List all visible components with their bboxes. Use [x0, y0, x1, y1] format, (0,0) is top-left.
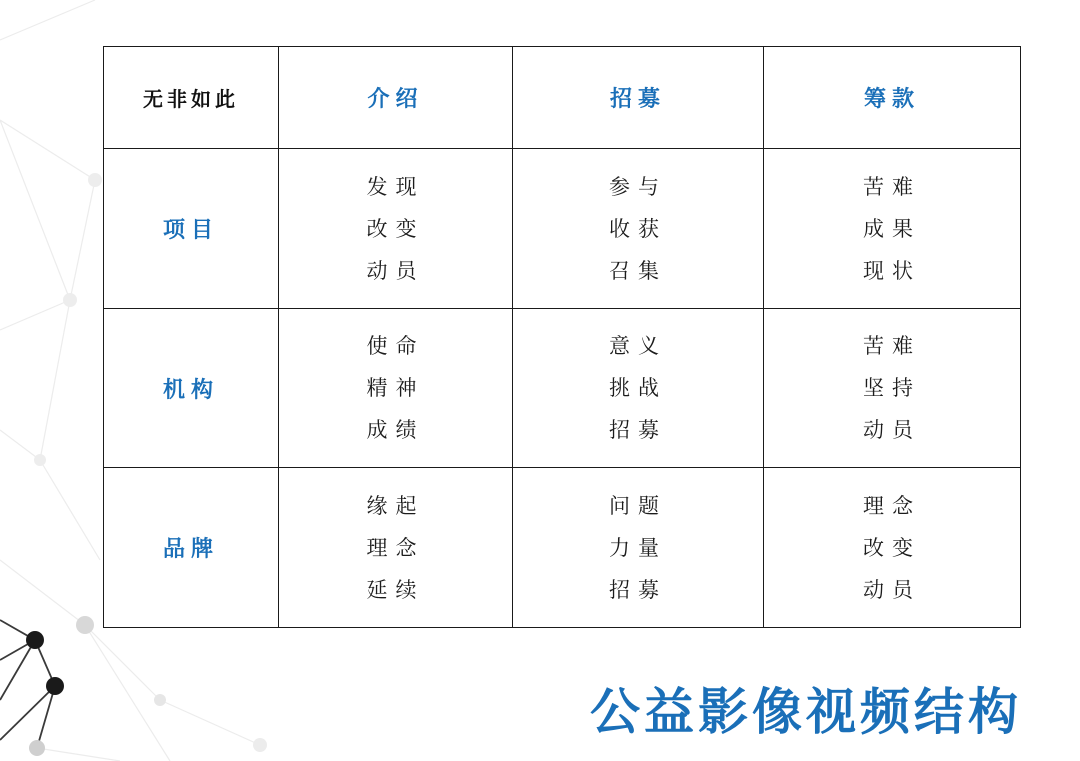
- cell-line: 参与: [609, 174, 667, 199]
- table-cell: [279, 149, 513, 309]
- row-header-organization: 机构: [104, 309, 279, 468]
- table-row: [104, 309, 1021, 468]
- cell-line: 招募: [609, 577, 667, 602]
- row-header-project: 项目: [104, 149, 279, 309]
- cell-line: 现状: [863, 258, 921, 283]
- cell-line: 招募: [609, 418, 667, 442]
- cell-line: 动员: [863, 418, 921, 442]
- cell-line: 改变: [863, 535, 921, 560]
- table-cell: [513, 468, 764, 628]
- table-cell: [279, 309, 513, 468]
- cell-line: 理念: [366, 535, 425, 560]
- table-cell: [279, 468, 513, 628]
- cell-line: 改变: [366, 216, 425, 241]
- column-header-fundraise: 筹款: [764, 47, 1021, 149]
- cell-line: 理念: [863, 493, 921, 518]
- table-row: [104, 468, 1021, 628]
- cell-line: 苦难: [863, 174, 921, 199]
- table-cell: [764, 309, 1021, 468]
- cell-line: 延续: [366, 577, 425, 602]
- cell-line: 使命: [366, 334, 425, 358]
- cell-line: 苦难: [863, 334, 921, 358]
- cell-line: 问题: [609, 493, 667, 518]
- cell-line: 意义: [609, 334, 667, 358]
- cell-line: 力量: [609, 535, 667, 560]
- cell-line: 成绩: [366, 418, 425, 442]
- column-header-recruit: 招募: [513, 47, 764, 149]
- cell-line: 挑战: [609, 376, 667, 400]
- cell-line: 召集: [609, 258, 667, 283]
- cell-line: 坚持: [863, 376, 921, 400]
- cell-line: 动员: [863, 577, 921, 602]
- corner-cell: 无非如此: [104, 47, 279, 149]
- table-cell: [764, 468, 1021, 628]
- table-cell: [764, 149, 1021, 309]
- table-row: [104, 149, 1021, 309]
- structure-table: [103, 46, 1021, 628]
- slide-title: 公益影像视频结构: [590, 683, 1022, 741]
- table-cell: [513, 149, 764, 309]
- cell-line: 动员: [366, 258, 425, 283]
- table-cell: [513, 309, 764, 468]
- header-row: [104, 47, 1021, 149]
- column-header-intro: 介绍: [279, 47, 513, 149]
- cell-line: 精神: [366, 376, 425, 400]
- cell-line: 缘起: [366, 493, 425, 518]
- row-header-brand: 品牌: [104, 468, 279, 628]
- cell-line: 发现: [366, 174, 425, 199]
- cell-line: 成果: [863, 216, 921, 241]
- cell-line: 收获: [609, 216, 667, 241]
